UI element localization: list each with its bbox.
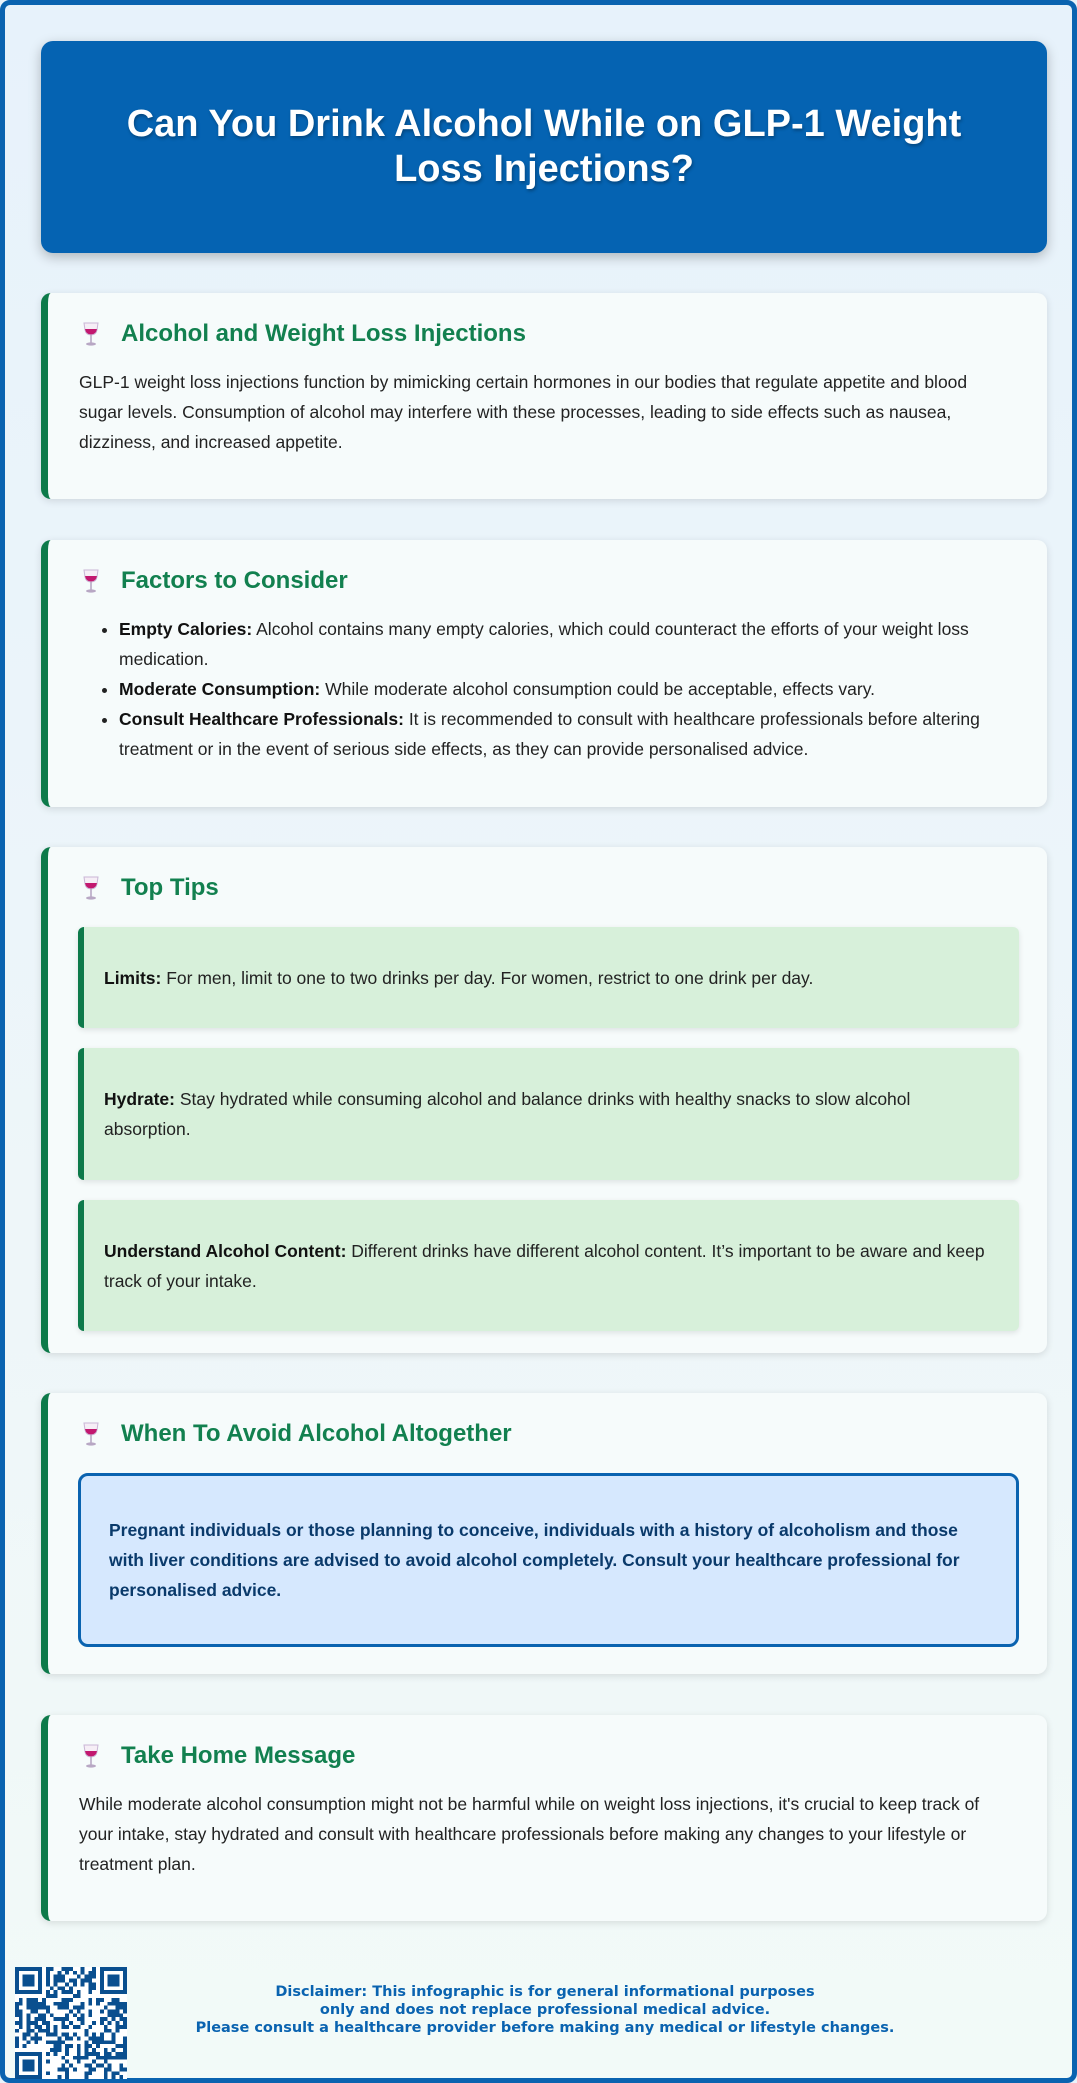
section-when-to-avoid xyxy=(41,1393,1047,1674)
section-title: Factors to Consider xyxy=(121,567,348,594)
item-label: Consult Healthcare Professionals: xyxy=(119,709,404,729)
qr-code xyxy=(15,1967,127,2079)
item-label: Moderate Consumption: xyxy=(119,679,321,699)
section-header xyxy=(79,1419,1019,1449)
section-take-home xyxy=(41,1715,1047,1921)
section-body: While moderate alcohol consumption might not be harmful while on weight loss injections, it's crucial to keep track of your intake, stay hydrated and consult with healthcare professionals before making any changes to your lifestyle or treatment plan. xyxy=(79,1794,980,1874)
section-title: When To Avoid Alcohol Altogether xyxy=(121,1420,512,1447)
section-alcohol-and-injections xyxy=(41,293,1047,499)
item-label: Empty Calories: xyxy=(119,619,253,639)
item-text: While moderate alcohol consumption could be acceptable, effects vary. xyxy=(320,679,876,699)
list-item xyxy=(119,674,1013,704)
tip-text: Different drinks have different alcohol content. It’s important to be aware and keep track of your intake. xyxy=(104,1240,985,1291)
disclaimer-text-1: This infographic is for general informational purposes xyxy=(367,1984,815,2000)
disclaimer xyxy=(155,1983,935,2037)
section-factors xyxy=(41,540,1047,807)
disclaimer-text-3: Please consult a healthcare provider before making any medical or lifestyle changes. xyxy=(195,2020,895,2036)
tip-card xyxy=(78,1048,1019,1180)
tip-card xyxy=(78,1200,1019,1331)
page-header xyxy=(41,41,1047,253)
section-title: Top Tips xyxy=(121,874,219,901)
tip-text: Stay hydrated while consuming alcohol and balance drinks with healthy snacks to slow alcohol absorption. xyxy=(104,1089,911,1139)
tip-label: Limits: xyxy=(104,967,162,988)
section-title: Take Home Message xyxy=(121,1742,356,1769)
tip-label: Understand Alcohol Content: xyxy=(104,1240,347,1261)
section-title: Alcohol and Weight Loss Injections xyxy=(121,320,526,347)
list-item xyxy=(119,614,1013,674)
wine-glass-icon xyxy=(79,568,103,594)
section-header xyxy=(79,1741,1013,1771)
section-body: GLP-1 weight loss injections function by mimicking certain hormones in our bodies that regulate appetite and blood sugar levels. Consumption of alcohol may interfere with these processes, leading to side effects such as nausea, dizziness, and increased appetite. xyxy=(79,372,968,452)
item-text: It is recommended to consult with healthcare professionals before altering treatment or in the event of serious side effects, as they can provide personalised advice. xyxy=(119,709,980,759)
factors-list xyxy=(79,614,1013,764)
section-header xyxy=(79,566,1013,596)
wine-glass-icon xyxy=(79,1743,103,1769)
item-text: Alcohol contains many empty calories, which could counteract the efforts of your weight loss medication. xyxy=(119,619,969,669)
section-header xyxy=(79,873,1019,903)
tip-label: Hydrate: xyxy=(104,1089,175,1109)
wine-glass-icon xyxy=(79,1421,103,1447)
wine-glass-icon xyxy=(79,321,103,347)
list-item xyxy=(119,704,1013,764)
warning-callout xyxy=(78,1473,1019,1647)
disclaimer-label: Disclaimer: xyxy=(275,1984,368,2000)
section-header xyxy=(79,319,1013,349)
disclaimer-text-2: only and does not replace professional medical advice. xyxy=(319,2002,771,2018)
page-title: Can You Drink Alcohol While on GLP-1 Weight Loss Injections? xyxy=(126,103,962,190)
section-top-tips xyxy=(41,847,1047,1353)
wine-glass-icon xyxy=(79,875,103,901)
tip-card xyxy=(78,927,1019,1028)
warning-text: Pregnant individuals or those planning to conceive, individuals with a history of alcoholism and those with liver conditions are advised to avoid alcohol completely. Consult your healthcare professional for personalised advice. xyxy=(109,1520,960,1600)
tip-text: For men, limit to one to two drinks per day. For women, restrict to one drink per day. xyxy=(161,967,814,988)
